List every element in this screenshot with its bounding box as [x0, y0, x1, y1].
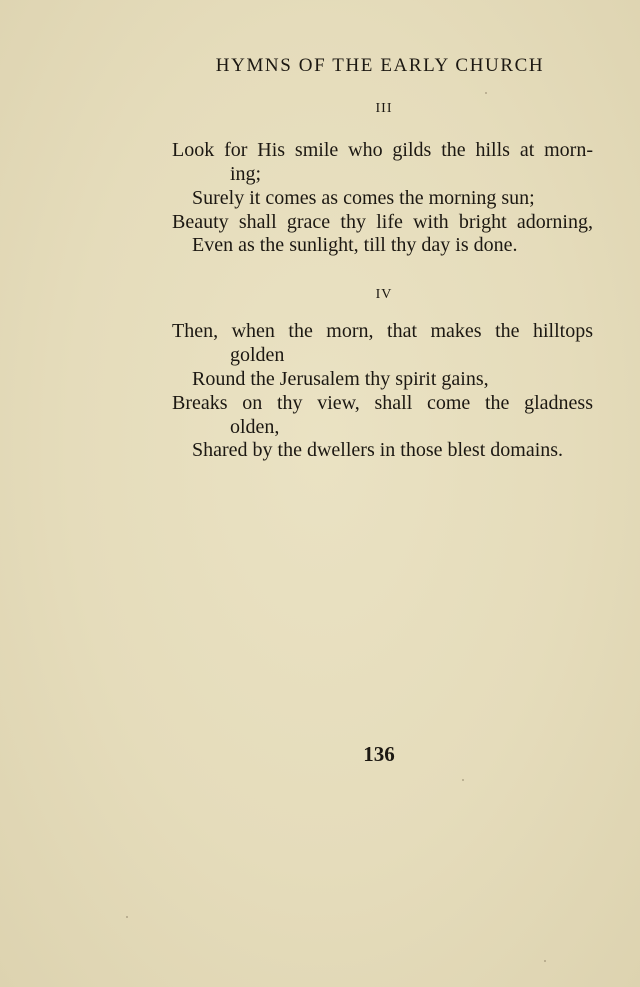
- verse-line: Round the Jerusalem thy spirit gains,: [192, 368, 489, 390]
- verse-line: olden,: [230, 416, 280, 438]
- verse-line: Surely it comes as comes the morning sun;: [192, 187, 535, 209]
- paper-speck: [485, 92, 487, 94]
- running-title: HYMNS OF THE EARLY CHURCH: [215, 55, 545, 76]
- page-number: 136: [363, 742, 395, 766]
- verse-line: ing;: [230, 163, 262, 185]
- verse-line: Even as the sunlight, till thy day is done.: [192, 234, 518, 256]
- verse-line: Beauty shall grace thy life with bright adorning,: [172, 211, 593, 233]
- verse-line: Look for His smile who gilds the hills at morn-: [172, 139, 593, 161]
- stanza-number: III: [375, 101, 393, 116]
- verse-line: Shared by the dwellers in those blest domains.: [192, 439, 564, 461]
- paper-speck: [544, 960, 546, 962]
- verse-line: Breaks on thy view, shall come the gladness: [172, 392, 593, 414]
- paper-speck: [126, 916, 128, 918]
- paper-speck: [462, 779, 464, 781]
- verse-line: Then, when the morn, that makes the hilltops: [172, 320, 593, 342]
- stanza-number: IV: [375, 287, 393, 302]
- verse-line: golden: [230, 344, 285, 366]
